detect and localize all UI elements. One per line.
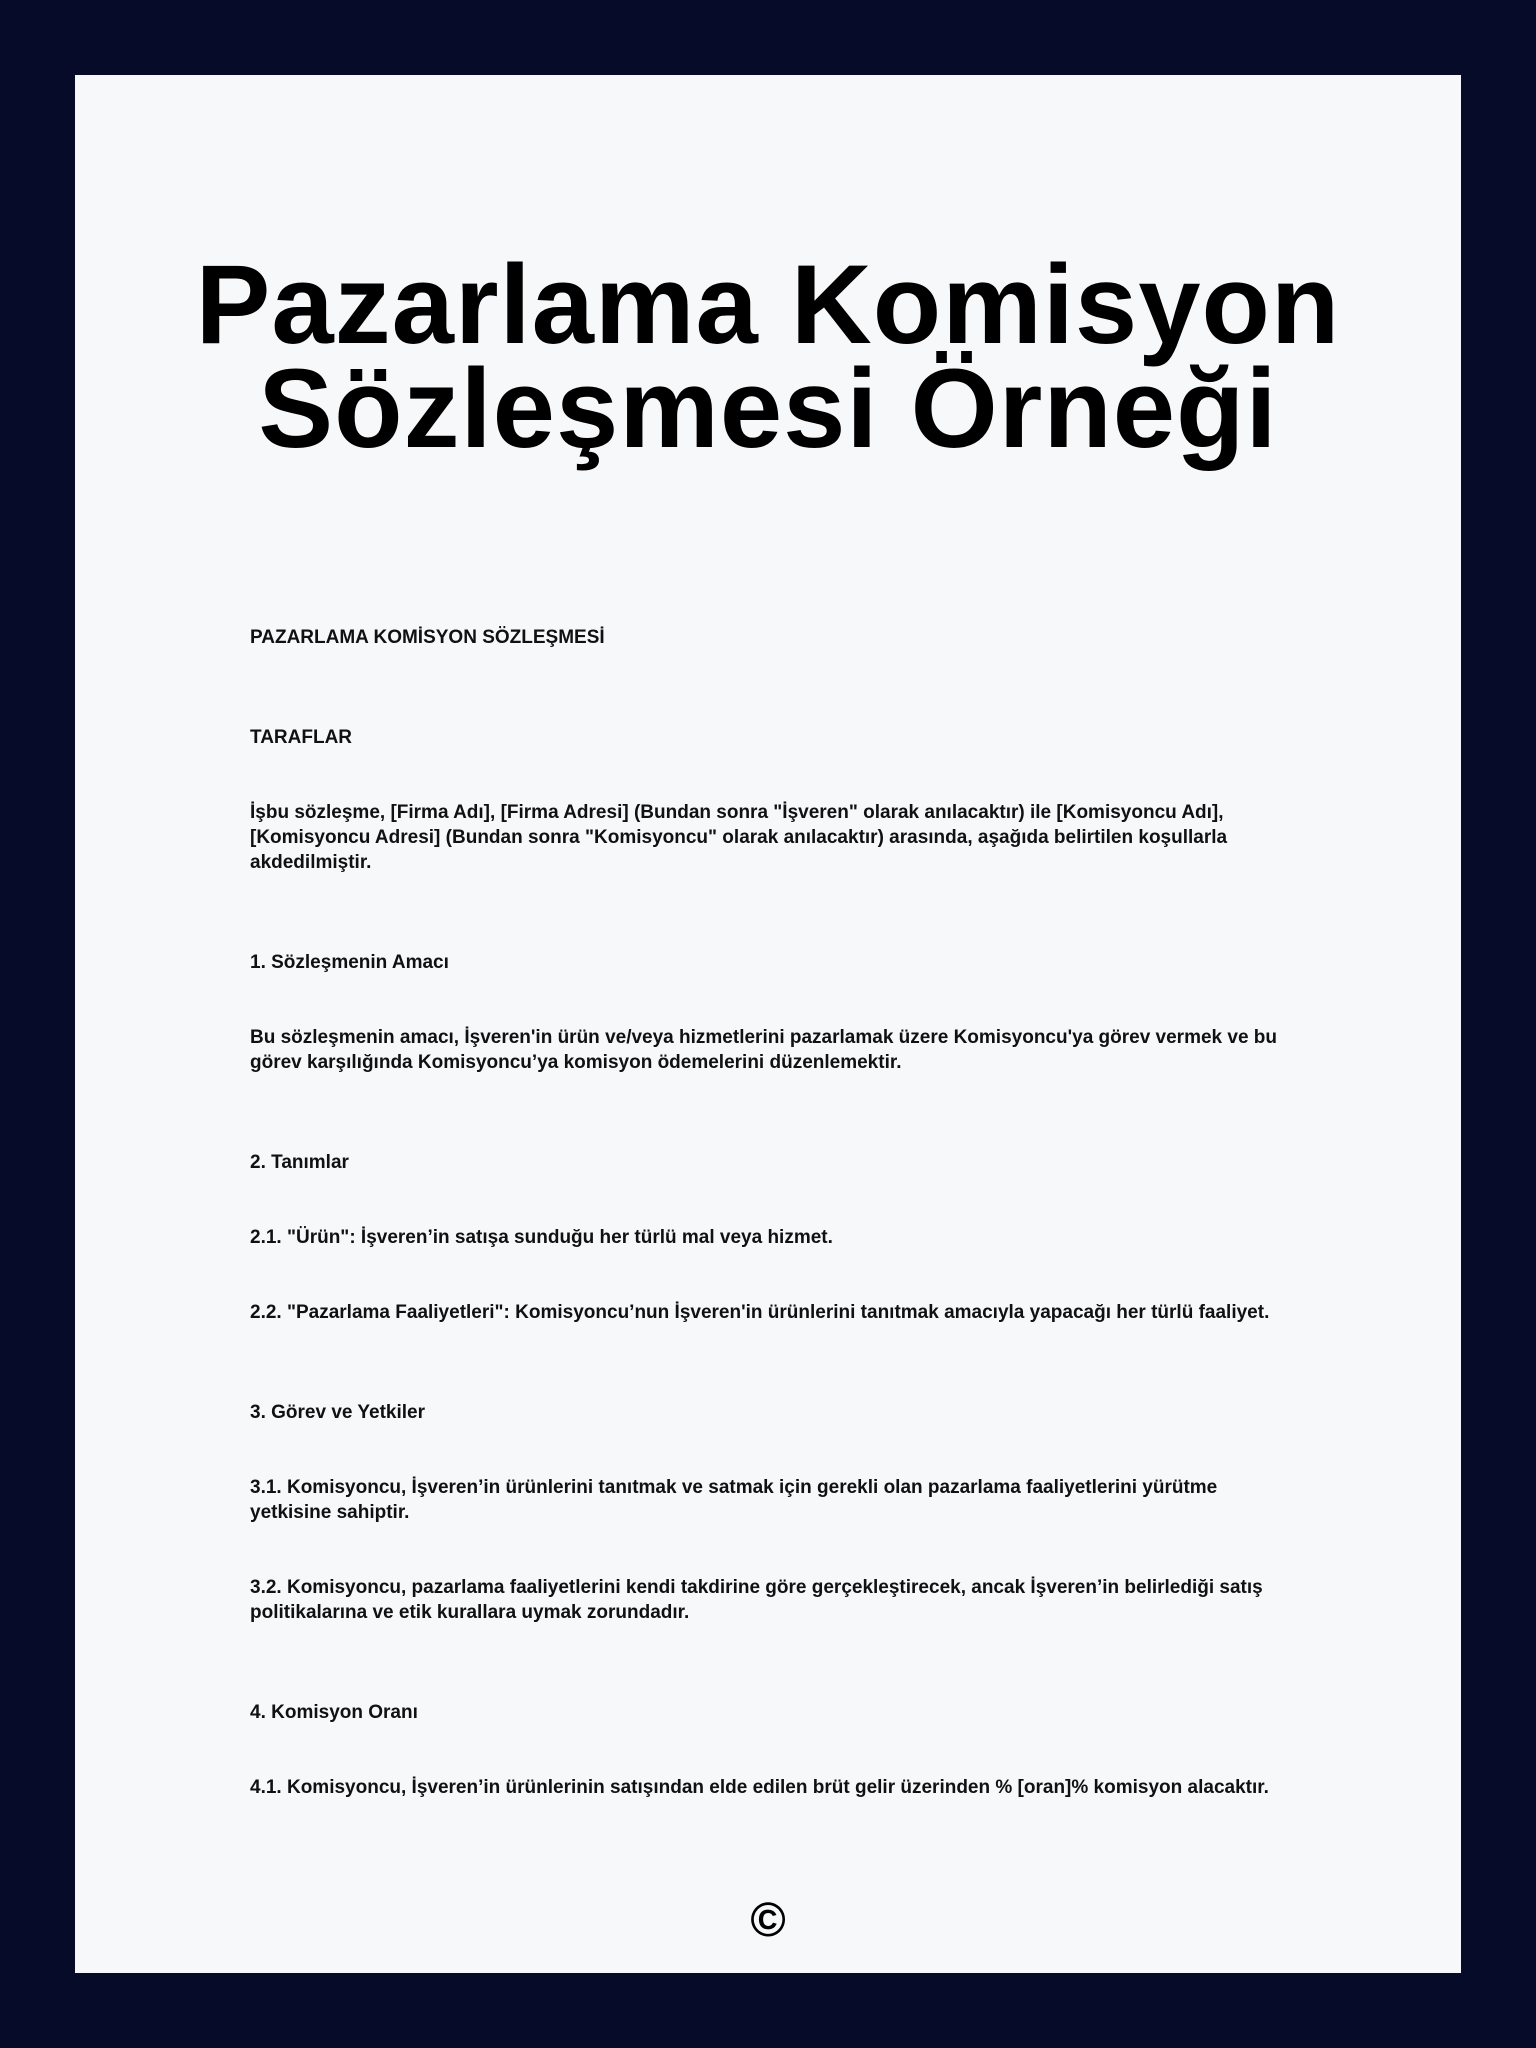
parties-paragraph: İşbu sözleşme, [Firma Adı], [Firma Adresi] (Bundan sonra "İşveren" olarak anılacaktır) ile [Komisyoncu Adı], [Komisyoncu Adresi] (Bundan sonra "Komisyoncu" olarak anılacaktır) arasında, aşağıda belirtilen koşullarla akdedilmiştir. — [250, 802, 1228, 873]
section-4-1: 4.1. Komisyoncu, İşveren’in ürünlerinin satışından elde edilen brüt gelir üzerinden % [oran]% komisyon alacaktır. — [250, 1777, 1269, 1798]
section-2-2: 2.2. "Pazarlama Faaliyetleri": Komisyoncu’nun İşveren'in ürünlerini tanıtmak amacıyla yapacağı her türlü faaliyet. — [250, 1302, 1270, 1323]
section-3-1: 3.1. Komisyoncu, İşveren’in ürünlerini tanıtmak ve satmak için gerekli olan pazarlama faaliyetlerini yürütme yetkisine sahiptir. — [250, 1477, 1218, 1523]
document-body — [250, 545, 1290, 1800]
section-2-1: 2.1. "Ürün": İşveren’in satışa sunduğu her türlü mal veya hizmet. — [250, 1227, 833, 1248]
section-1-paragraph: Bu sözleşmenin amacı, İşveren'in ürün ve/veya hizmetlerini pazarlamak üzere Komisyoncu'ya görev vermek ve bu görev karşılığında Komisyoncu’ya komisyon ödemelerini düzenlemektir. — [250, 1027, 1278, 1073]
document-page — [75, 75, 1461, 1973]
section-3-2: 3.2. Komisyoncu, pazarlama faaliyetlerini kendi takdirine göre gerçekleştirecek, ancak İşveren’in belirlediği satış politikalarına ve etik kurallara uymak zorundadır. — [250, 1577, 1263, 1623]
title-line-1: Pazarlama Komisyon — [195, 242, 1341, 367]
section-1-heading: 1. Sözleşmenin Amacı — [250, 952, 449, 973]
section-4-heading: 4. Komisyon Oranı — [250, 1702, 418, 1723]
document-heading: PAZARLAMA KOMİSYON SÖZLEŞMESİ — [250, 627, 605, 648]
copyright-icon: © — [750, 1894, 786, 1947]
section-2-heading: 2. Tanımlar — [250, 1152, 349, 1173]
page-title — [75, 242, 1461, 471]
title-line-2: Sözleşmesi Örneği — [258, 346, 1278, 471]
parties-heading: TARAFLAR — [250, 727, 353, 748]
section-3-heading: 3. Görev ve Yetkiler — [250, 1402, 425, 1423]
